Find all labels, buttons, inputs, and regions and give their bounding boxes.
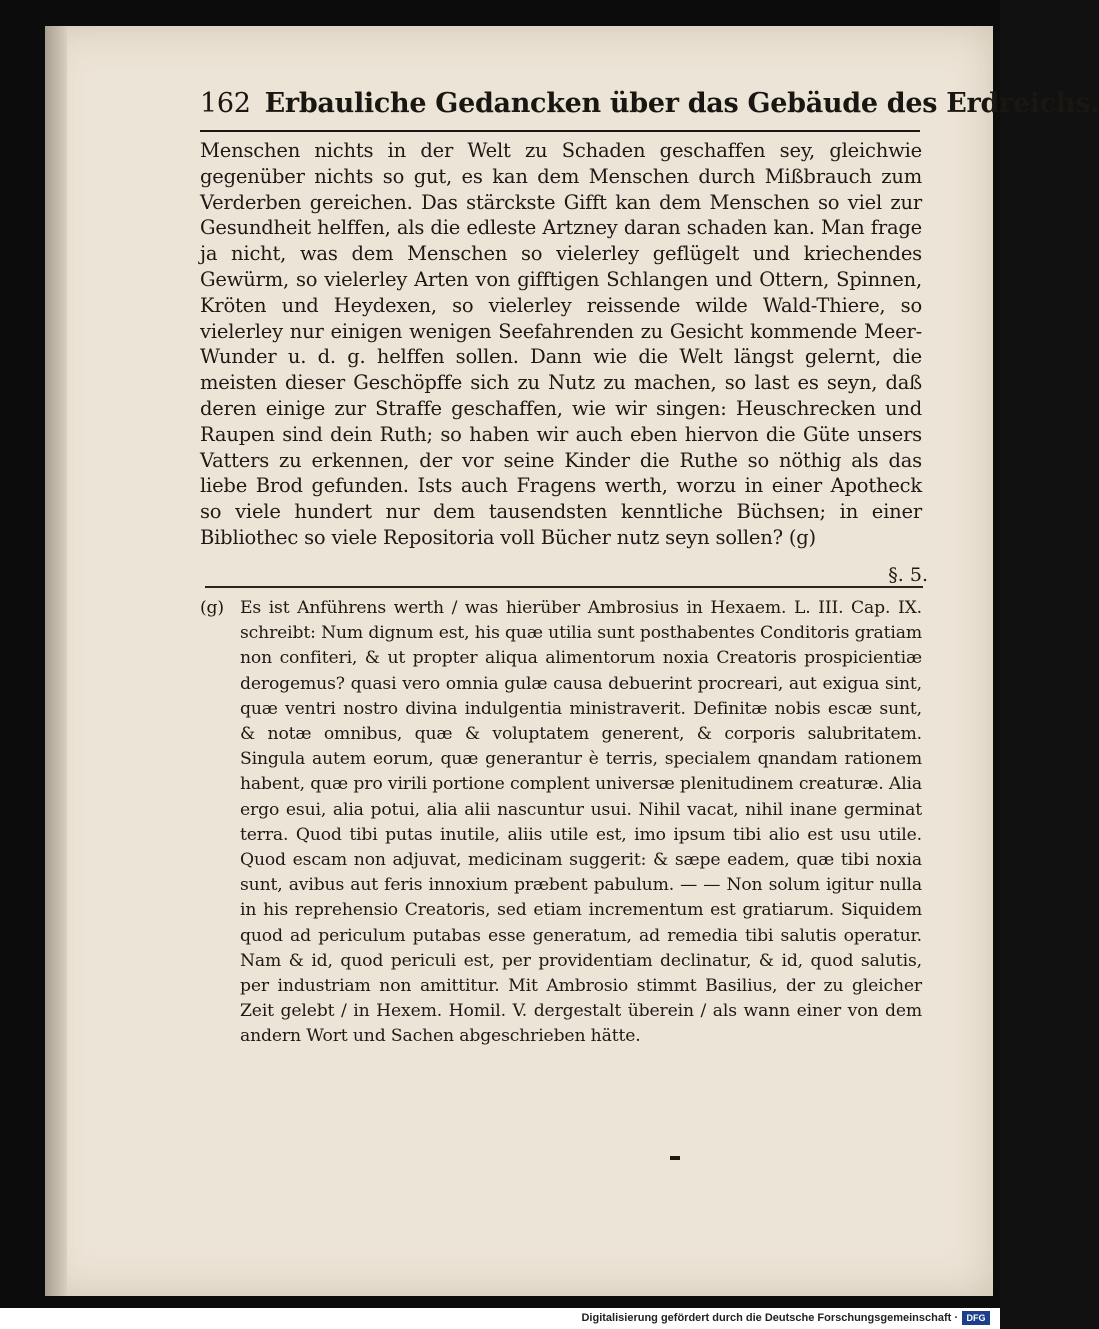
header-rule bbox=[200, 130, 920, 132]
main-paragraph: Menschen nichts in der Welt zu Schaden geschaffen sey, gleichwie gegenüber nichts so gut, es kan dem Menschen durch Mißbrauch zum Verderben gereichen. Das stärckste Gifft kan dem Menschen so viel zur Gesundheit helffen, als die edleste Artzney daran schaden kan. Man frage ja nicht, was dem Menschen so vielerley geflügelt und kriechendes Gewürm, so vielerley Arten von gifftigen Schlangen und Ottern, Spinnen, Kröten und Heydexen, so vielerley reissende wilde Wald-Thiere, so vielerley nur einigen wenigen Seefahrenden zu Gesicht kommende Meer-Wunder u. d. g. helffen sollen. Dann wie die Welt längst gelernt, die meisten dieser Geschöpffe sich zu Nutz zu machen, so last es seyn, daß deren einige zur Straffe geschaffen, wie wir singen: Heuschrecken und Raupen sind dein Ruth; so haben wir auch eben hiervon die Güte unsers Vatters zu erkennen, der vor seine Kinder die Ruthe so nöthig als das liebe Brod gefunden. Ists auch Fragens werth, worzu in einer Apotheck so viele hundert nur dem tausendsten kenntliche Büchsen; in einer Bibliothec so viele Repositoria voll Bücher nutz seyn sollen? (g) bbox=[200, 139, 922, 549]
page-edge-shadow bbox=[45, 26, 67, 1296]
footnote-text: Es ist Anführens werth / was hierüber Ambrosius in Hexaem. L. III. Cap. IX. schreibt: Num dignum est, his quæ utilia sunt posthabentes Conditoris gratiam non confiteri, & ut propter aliqua alimentorum noxia Creatoris prospicientiæ derogemus? quasi vero omnia gulæ causa debuerint procreari, aut exigua sint, quæ ventri nostro divina indulgentia ministraverit. Definitæ nobis escæ sunt, & notæ omnibus, quæ & voluptatem generent, & corporis salubritatem. Singula autem eorum, quæ generantur è terris, specialem qnandam rationem habent, quæ pro virili portione complent universæ plenitudinem creaturæ. Alia ergo esui, alia potui, alia alii nascuntur usui. Nihil vacat, nihil inane germinat terra. Quod tibi putas inutile, aliis utile est, imo ipsum tibi alio est usu utile. Quod escam non adjuvat, medicinam suggerit: & sæpe eadem, quæ tibi noxia sunt, avibus aut feris innoxium præbent pabulum. — — Non solum igitur nulla in his reprehensio Creatoris, sed etiam incrementum est gratiarum. Siquidem quod ad periculum putabas esse generatum, ad remedia tibi salutis operatur. Nam & id, quod periculi est, per providentiam declinatur, & id, quod salutis, per industriam non amittitur. Mit Ambrosio stimmt Basilius, der zu gleicher Zeit gelebt / in Hexem. Homil. V. dergestalt überein / als wann einer von dem andern Wort und Sachen abgeschrieben hätte. bbox=[240, 598, 922, 1047]
catchword: §. 5. bbox=[888, 564, 928, 586]
running-head bbox=[200, 88, 1099, 130]
footnote-paragraph bbox=[200, 596, 922, 1050]
credit-text: Digitalisierung gefördert durch die Deutsche Forschungsgemeinschaft · bbox=[581, 1312, 958, 1324]
running-title: Erbauliche Gedancken über das Gebäude des Erdreichs. bbox=[264, 88, 1099, 119]
footnote-block bbox=[200, 596, 922, 1050]
ornament-mark bbox=[670, 1156, 680, 1160]
page-number: 162 bbox=[200, 88, 251, 119]
footnote-rule bbox=[205, 586, 923, 588]
dfg-logo-icon: DFG bbox=[962, 1311, 990, 1325]
footnote-mark: (g) bbox=[200, 598, 224, 618]
main-text-block bbox=[200, 138, 922, 551]
